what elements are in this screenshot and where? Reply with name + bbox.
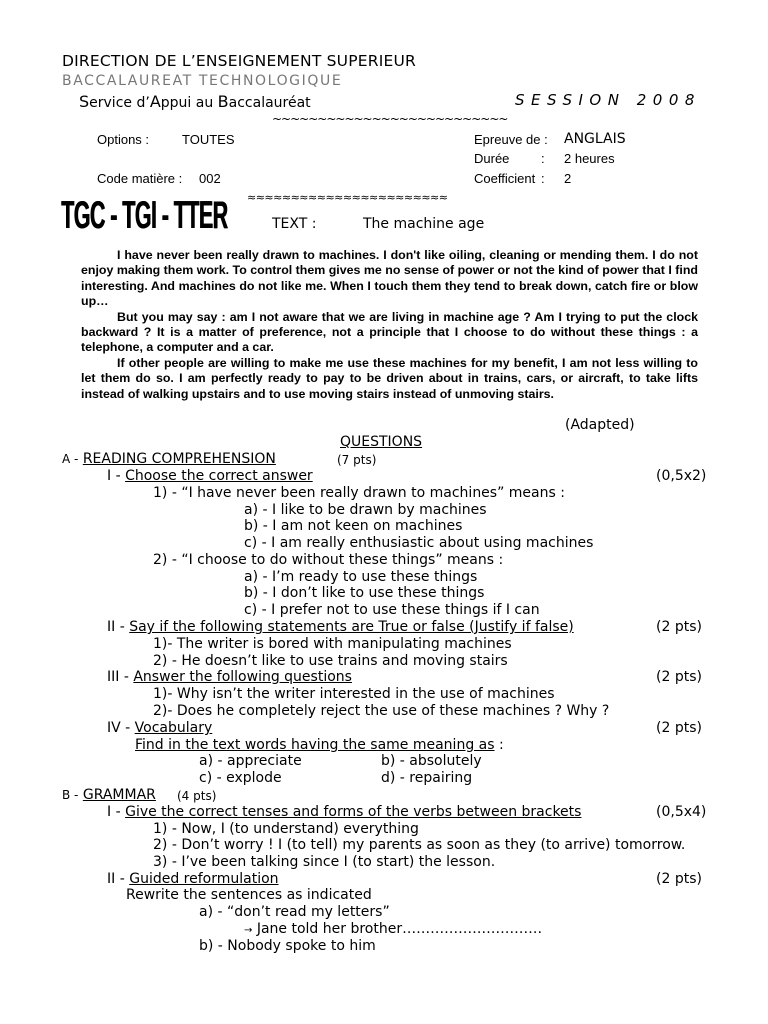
header-service: [79, 92, 311, 111]
a-i-q2-option-a: a) - I’m ready to use these things: [244, 569, 478, 585]
b-i-item-2: 2) - Don’t worry ! I (to tell) my parents as soon as they (to arrive) tomorrow.: [153, 837, 686, 853]
a-ii-item-2: 2) - He doesn’t like to use trains and moving stairs: [153, 653, 508, 669]
a-iv-instruction-text: Find in the text words having the same meaning as: [135, 737, 495, 753]
a-iii-item-2: 2)- Does he completely reject the use of these machines ? Why ?: [153, 703, 610, 719]
a-iv-points: (2 pts): [656, 720, 702, 736]
paragraph-1: I have never been really drawn to machines. I don't like oiling, cleaning or mending them. I do not enjoy making them work. To control them gives me no sense of power or not the kind of power that I find interesting. And machines do not like me. When I touch them they tend to break down, catch fire or blow up…: [81, 248, 698, 309]
session-label: SESSION 2008: [515, 91, 701, 109]
a-ii-num: II -: [107, 619, 125, 635]
a-iv-heading: [107, 720, 212, 736]
b-i-num: I -: [107, 804, 121, 820]
section-b-points: (4 pts): [177, 789, 217, 803]
text-label: TEXT :: [272, 216, 317, 232]
paragraph-3: If other people are willing to make me use these machines for my benefit, I am not less willing to let them do so. I am perfectly ready to pay to be driven about in trains, cars, or aircraft, to take lifts instead of walking upstairs and to use moving stairs instead of unmoving stairs.: [81, 355, 698, 401]
header-title: DIRECTION DE L’ENSEIGNEMENT SUPERIEUR: [62, 52, 416, 70]
b-ii-instruction: Rewrite the sentences as indicated: [126, 887, 372, 903]
text-title: The machine age: [363, 216, 485, 232]
a-iii-heading: [107, 669, 352, 685]
tilde-divider: ~~~~~~~~~~~~~~~~~~~~~~~~~~: [272, 112, 508, 126]
paragraph-2: But you may say : am I not aware that we are living in machine age ? Am I trying to put the clock backward ? It is a matter of preference, not a principle that I choose to do without these things : a telephone, a computer and a car.: [81, 309, 698, 355]
a-ii-item-1: 1)- The writer is bored with manipulating machines: [153, 636, 512, 652]
a-iv-word-b: b) - absolutely: [381, 753, 482, 769]
coef-value: 2: [564, 171, 572, 186]
a-i-q2-option-c: c) - I prefer not to use these things if I can: [244, 602, 540, 618]
coef-colon: :: [541, 171, 545, 186]
a-iv-instruction-colon: :: [498, 737, 504, 753]
b-i-heading: [107, 804, 581, 820]
a-iii-item-1: 1)- Why isn’t the writer interested in the use of machines: [153, 686, 555, 702]
b-i-item-3: 3) - I’ve been talking since I (to start) the lesson.: [153, 854, 496, 870]
series-label: TGC - TGI - TTER: [61, 194, 228, 237]
b-ii-sentence-b: b) - Nobody spoke to him: [199, 938, 376, 954]
duree-label: Durée: [474, 151, 510, 166]
a-i-q1-option-c: c) - I am really enthusiastic about using machines: [244, 535, 594, 551]
coef-label: Coefficient: [474, 171, 536, 186]
duree-value: 2 heures: [564, 151, 615, 166]
b-ii-answer-a: [244, 921, 542, 937]
b-i-points: (0,5x4): [656, 804, 707, 820]
bac-text: accalauréat: [228, 95, 311, 111]
code-label: Code matière :: [97, 171, 183, 186]
options-value: TOUTES: [182, 132, 235, 147]
options-label: Options :: [97, 132, 150, 147]
a-i-q1-option-a: a) - I like to be drawn by machines: [244, 502, 487, 518]
a-i-num: I -: [107, 468, 121, 484]
section-a-heading: [62, 451, 276, 467]
a-ii-title: Say if the following statements are True or false (Justify if false): [129, 619, 574, 635]
a-iii-title: Answer the following questions: [133, 669, 352, 685]
service-initial: S: [79, 92, 90, 111]
a-i-points: (0,5x2): [656, 468, 707, 484]
a-ii-heading: [107, 619, 574, 635]
service-text: ervice d’: [89, 95, 150, 111]
a-iv-word-d: d) - repairing: [381, 770, 473, 786]
a-iv-title: Vocabulary: [134, 720, 213, 736]
appui-text: ppui au: [160, 95, 218, 111]
a-i-heading: [107, 468, 313, 484]
duree-colon: :: [541, 151, 545, 166]
b-ii-title: Guided reformulation: [129, 871, 279, 887]
code-value: 002: [199, 171, 221, 186]
a-iv-word-c: c) - explode: [199, 770, 282, 786]
a-i-title: Choose the correct answer: [125, 468, 313, 484]
section-a-title: READING COMPREHENSION: [82, 451, 276, 467]
b-i-item-1: 1) - Now, I (to understand) everything: [153, 821, 419, 837]
a-i-q1: 1) - “I have never been really drawn to machines” means :: [153, 485, 565, 501]
passage: [81, 248, 698, 402]
a-iii-num: III -: [107, 669, 129, 685]
b-i-title: Give the correct tenses and forms of the verbs between brackets: [125, 804, 582, 820]
b-ii-heading: [107, 871, 279, 887]
section-b-heading: [62, 787, 156, 803]
section-a-points: (7 pts): [337, 453, 377, 467]
arrow-right-icon: →: [244, 925, 253, 936]
a-iv-word-a: a) - appreciate: [199, 753, 302, 769]
section-a-prefix: A -: [62, 452, 79, 466]
a-iv-instruction: [135, 737, 504, 753]
adapted-note: (Adapted): [565, 417, 635, 433]
b-ii-answer-a-text: Jane told her brother…………………………: [256, 921, 543, 937]
b-ii-num: II -: [107, 871, 125, 887]
section-b-prefix: B -: [62, 788, 79, 802]
a-iv-num: IV -: [107, 720, 131, 736]
wave-divider: ≈≈≈≈≈≈≈≈≈≈≈≈≈≈≈≈≈≈≈≈≈≈≈: [247, 191, 448, 204]
bac-initial: B: [217, 92, 229, 111]
a-i-q1-option-b: b) - I am not keen on machines: [244, 518, 463, 534]
section-b-title: GRAMMAR: [82, 787, 156, 803]
epreuve-value: ANGLAIS: [564, 131, 626, 147]
epreuve-label: Epreuve de :: [474, 132, 548, 147]
header-subtitle: BACCALAUREAT TECHNOLOGIQUE: [62, 73, 343, 89]
b-ii-sentence-a: a) - “don’t read my letters”: [199, 904, 390, 920]
a-iii-points: (2 pts): [656, 669, 702, 685]
questions-title: QUESTIONS: [340, 434, 423, 450]
a-i-q2: 2) - “I choose to do without these things” means :: [153, 552, 504, 568]
appui-initial: A: [149, 92, 161, 111]
a-i-q2-option-b: b) - I don’t like to use these things: [244, 585, 485, 601]
a-ii-points: (2 pts): [656, 619, 702, 635]
b-ii-points: (2 pts): [656, 871, 702, 887]
